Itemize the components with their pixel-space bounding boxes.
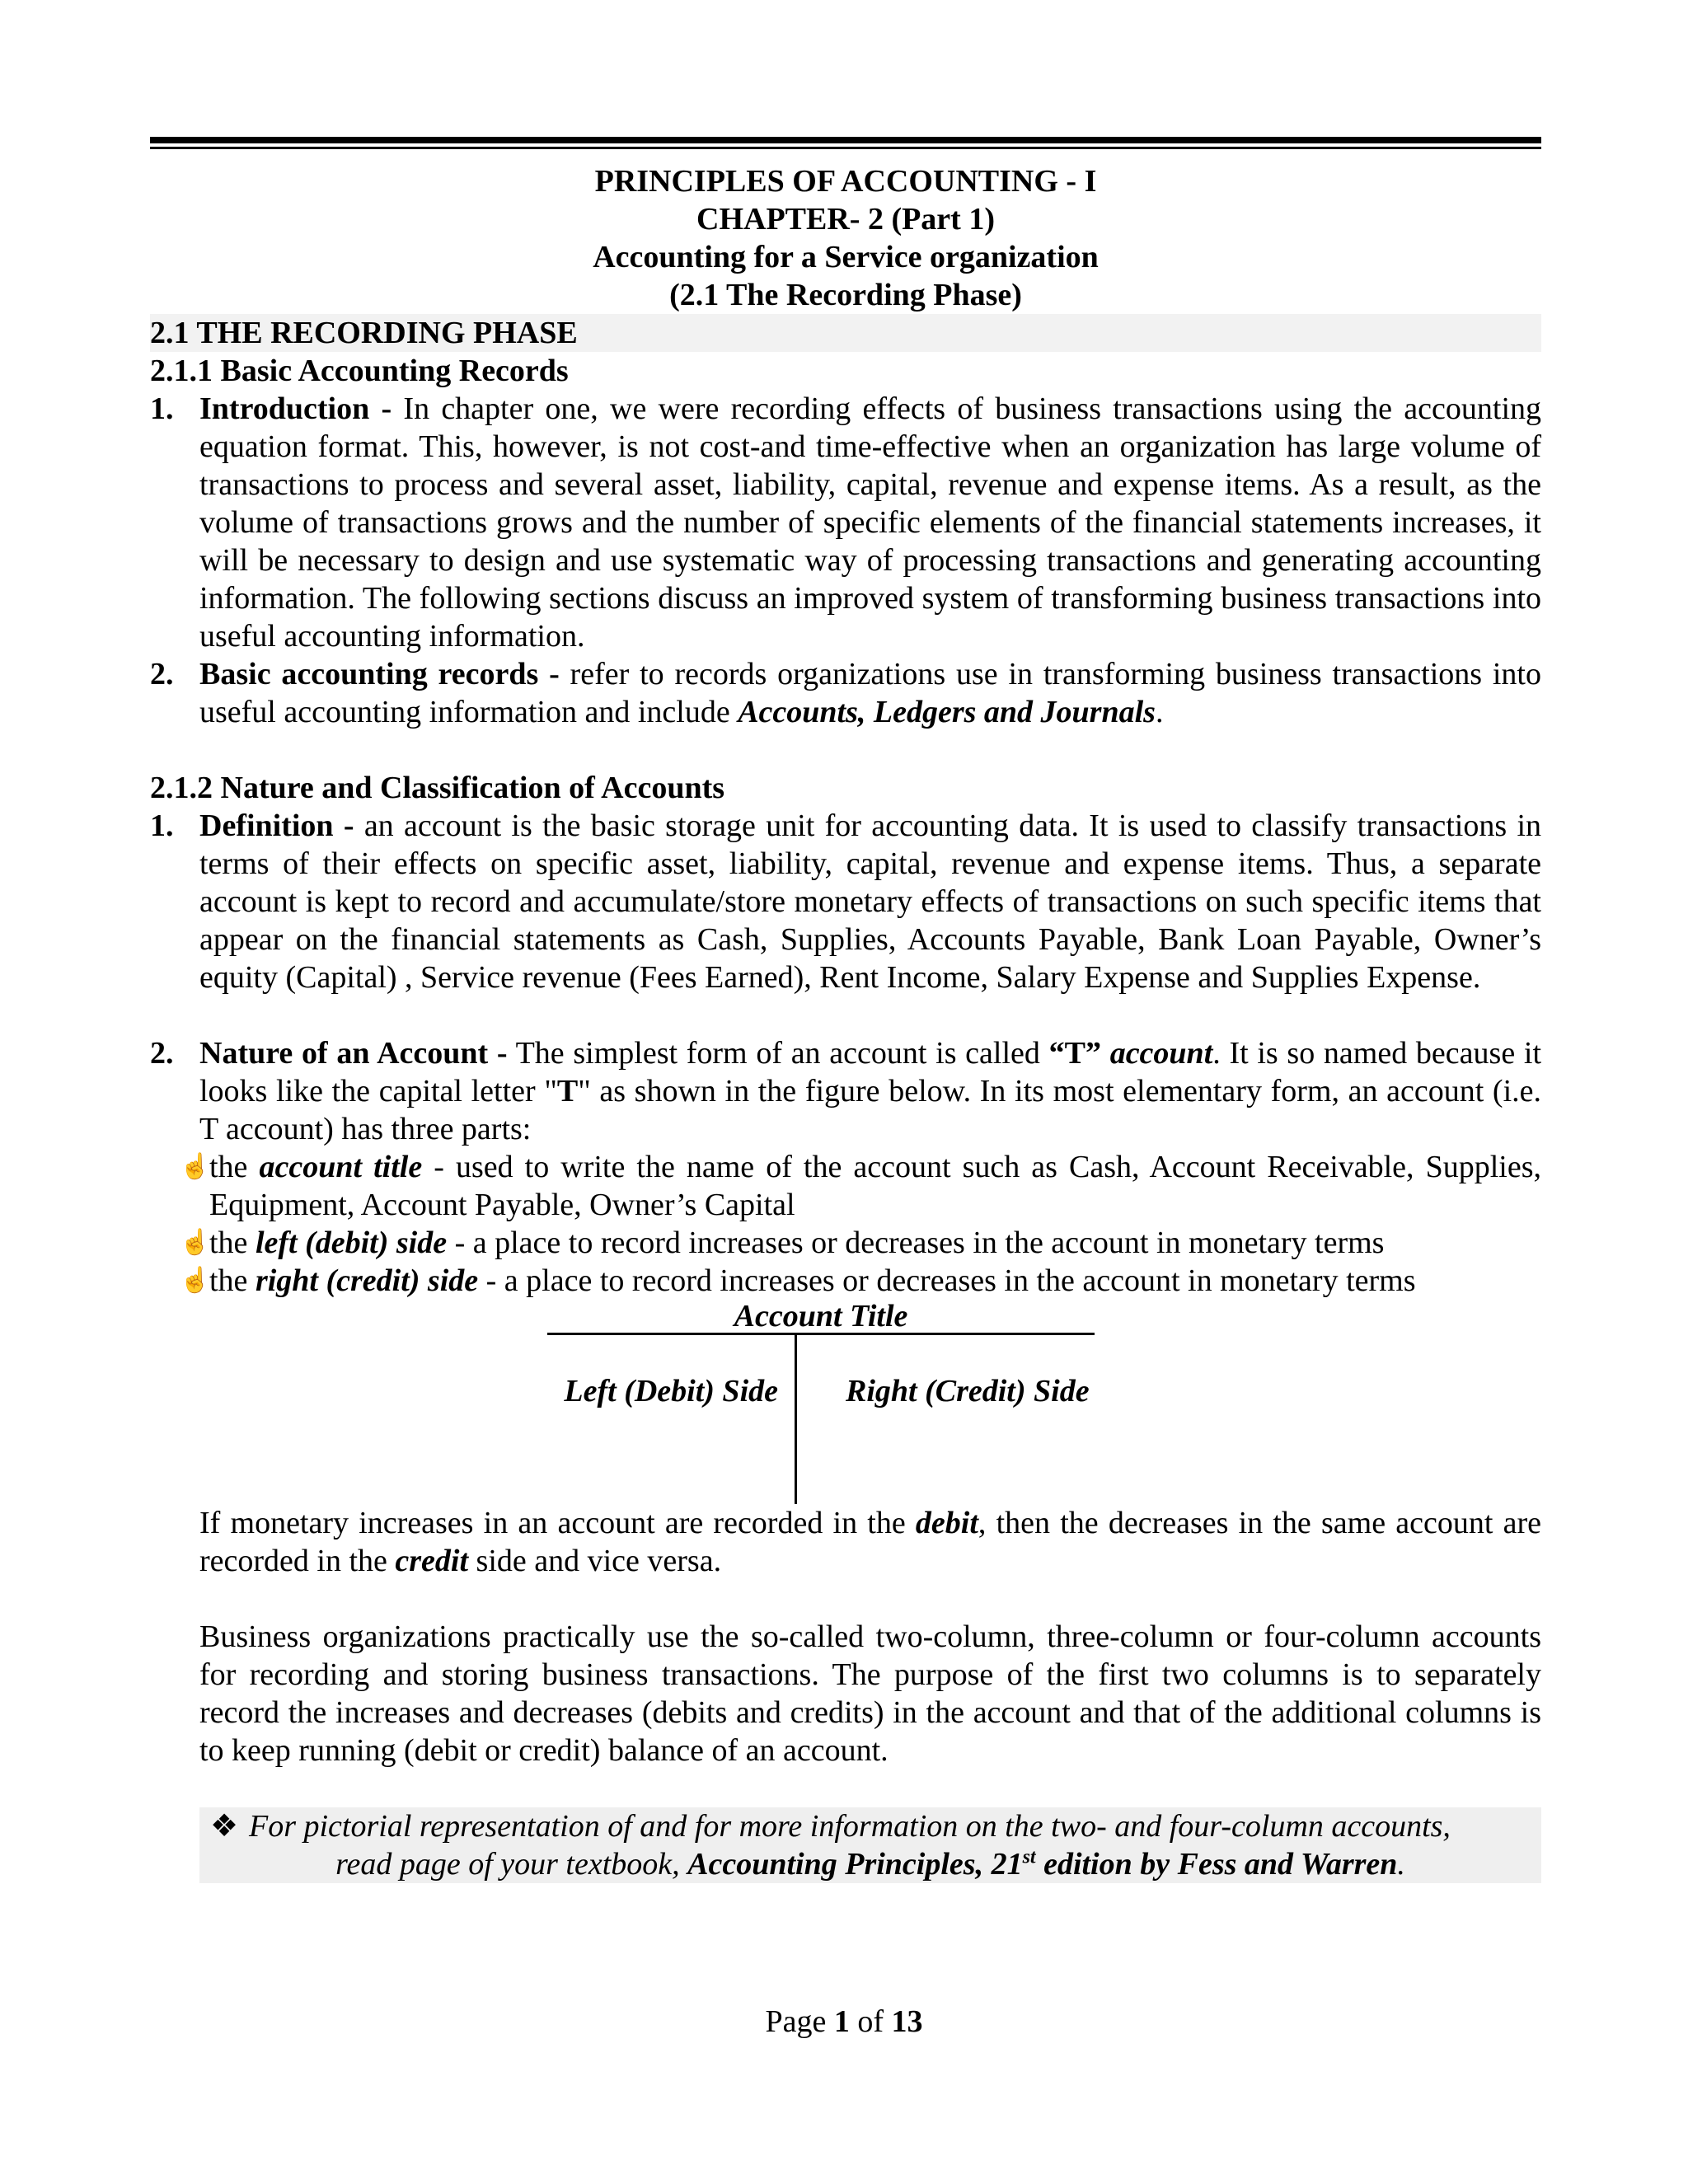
item-emphasis: left (debit) side [255,1226,448,1260]
note-end: . [1397,1847,1405,1882]
item-body [209,1262,1541,1300]
note-text: read page of your textbook, [335,1847,688,1882]
list-item [180,1148,1541,1224]
t-account-title: Account Title [547,1300,1095,1335]
item-body [199,1034,1541,1148]
item-body [199,807,1541,996]
paragraph-text: If monetary increases in an account are recorded in the [199,1506,916,1540]
item-text: " as shown in the figure below. In its most elementary form, an account (i.e. T account) has three parts: [199,1074,1542,1146]
item-text: - a place to record increases or decreases in the account in monetary terms [447,1226,1385,1260]
list-item [150,807,1541,996]
current-page: 1 [833,2004,850,2039]
note-line-1: For pictorial representation of and for more information on the two- and four-column accounts, [249,1809,1451,1844]
item-body [209,1148,1541,1224]
t-account-divider [795,1335,797,1504]
item-body [199,655,1541,731]
bullet-list [180,1148,1541,1300]
item-text: the [209,1226,256,1260]
list-item [180,1224,1541,1262]
paragraph-text: side and vice versa. [468,1544,722,1578]
item-text: an account is the basic storage unit for accounting data. It is used to classify transactions in terms of their effects on specific asset, liability, capital, revenue and expense items. Thus, a separate account is kept to record and accumulate/store monetary effects of transactions on such specific items that appear on the financial statements as Cash, Supplies, Accounts Payable, Bank Loan Payable, Owner’s equity (Capital) , Service revenue (Fees Earned), Rent Income, Salary Expense and Supplies Expense. [199,808,1541,995]
item-text: - used to write the name of the account such as Cash, Account Receivable, Supplies, Equipment, Account Payable, Owner’s Capital [209,1150,1541,1222]
list-item [150,390,1541,655]
debit-emphasis: debit [915,1506,978,1540]
item-number: 1. [150,391,174,426]
list-item [150,655,1541,731]
page-label: Page [765,2004,834,2039]
paragraph-debit-credit [199,1504,1541,1580]
list-item [180,1262,1541,1300]
book-authors: edition by Fess and Warren [1035,1847,1398,1882]
item-letter: T [556,1074,579,1108]
item-quoted: “T” [1048,1036,1101,1071]
item-body [209,1224,1541,1262]
item-number: 2. [150,657,174,691]
paragraph-columns: Business organizations practically use the so-called two-column, three-column or four-column accounts for recording and storing business transactions. The purpose of the first two columns is to separately record the increases and decreases (debits and credits) in the account and that of the additional columns is to keep running (debit or credit) balance of an account. [199,1619,1541,1768]
item-text: the [209,1150,260,1184]
hand-pointer-icon: ☝ [180,1229,211,1256]
subsection-heading-1: 2.1.1 Basic Accounting Records [150,354,569,388]
credit-emphasis: credit [395,1544,469,1578]
book-title: Accounting Principles, 21 [687,1847,1023,1882]
chapter-title: CHAPTER- 2 (Part 1) [696,202,995,237]
item-text: In chapter one, we were recording effects of business transactions using the accounting equation format. This, however, is not cost-and time-effective when an organization has large volume of transactions to process and several asset, liability, capital, revenue and expense items. As a result, as the volume of transactions grows and the number of specific elements of the financial statements increases, it will be necessary to design and use systematic way of processing transactions and generating accounting information. The following sections discuss an improved system of transforming business transactions into useful accounting information. [199,391,1542,654]
paragraph-text: , then the decreases in the same account are recorded in the [199,1506,1542,1578]
page-of: of [849,2004,892,2039]
list-item [150,1034,1541,1148]
item-text: refer to records organizations use in transforming business transactions into useful accounting information and include [199,657,1541,729]
item-text: The simplest form of an account is called [507,1036,1049,1071]
item-label: Definition - [199,808,354,843]
book-edition-suffix: st [1022,1846,1036,1868]
item-text: - a place to record increases or decreases in the account in monetary terms [478,1263,1416,1298]
chapter-subtitle: Accounting for a Service organization [593,240,1099,274]
course-title: PRINCIPLES OF ACCOUNTING - I [594,164,1097,199]
total-pages: 13 [891,2004,923,2039]
item-emphasis: Accounts, Ledgers and Journals [738,695,1156,729]
header-double-rule [150,137,1541,149]
item-label: Nature of an Account - [199,1036,508,1071]
t-account-credit-label: Right (Credit) Side [846,1374,1090,1408]
item-number: 2. [150,1036,174,1071]
textbook-note [199,1807,1541,1883]
hand-pointer-icon: ☝ [180,1153,211,1180]
item-emphasis: right (credit) side [255,1263,479,1298]
item-text: . It is so named because it looks like the capital letter " [199,1036,1542,1108]
page-number [0,2003,1688,2041]
item-label: Basic accounting records - [199,657,560,691]
document-page [150,137,1541,1883]
t-account-diagram [547,1300,1100,1504]
subsection-heading-2: 2.1.2 Nature and Classification of Accounts [150,771,725,805]
item-label: Introduction - [199,391,392,426]
diamond-bullet-icon: ❖ [209,1809,239,1844]
t-account-debit-label: Left (Debit) Side [564,1374,778,1408]
hand-pointer-icon: ☝ [180,1267,211,1294]
item-tail: . [1155,695,1164,729]
chapter-part-title: (2.1 The Recording Phase) [669,278,1022,312]
note-line-2 [199,1845,1541,1883]
item-body [199,390,1541,655]
section-heading: 2.1 THE RECORDING PHASE [150,314,1541,352]
item-emphasis: account title [259,1150,423,1184]
item-text: the [209,1263,256,1298]
item-emphasis: account [1109,1036,1213,1071]
item-number: 1. [150,808,174,843]
